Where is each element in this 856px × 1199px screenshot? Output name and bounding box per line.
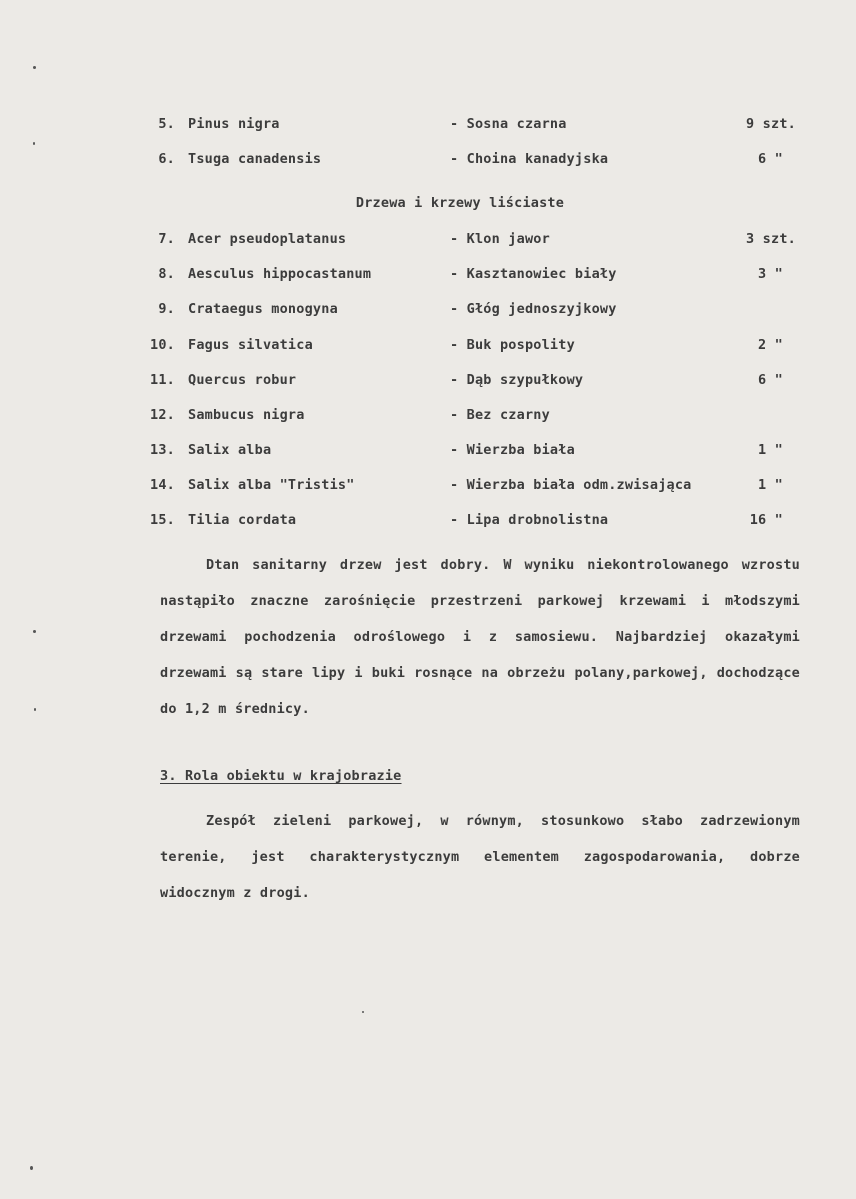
quantity: 3 ": [758, 266, 783, 282]
item-number: 14.: [150, 477, 175, 493]
latin-name: Tilia cordata: [188, 512, 297, 528]
list-item: [0, 231, 856, 253]
polish-name: - Lipa drobnolistna: [450, 512, 609, 528]
margin-speck: [30, 1166, 33, 1170]
polish-name: - Kasztanowiec biały: [450, 266, 617, 282]
quantity: 6 ": [758, 372, 783, 388]
list-item: [0, 512, 856, 534]
item-number: 15.: [150, 512, 175, 528]
list-item: [0, 477, 856, 499]
polish-name: - Bez czarny: [450, 407, 550, 423]
item-number: 12.: [150, 407, 175, 423]
health-paragraph: Dtan sanitarny drzew jest dobry. W wyniku niekontrolowanego wzrostu nastąpiło znaczne zarośnięcie przestrzeni parkowej krzewami i młodszymi drzewami pochodzenia odroślowego i z samosiewu. Najbardziej okazałymi drzewami są stare lipy i buki rosnące na obrzeżu polany,parkowej, dochodzące do 1,2 m średnicy.: [160, 557, 800, 717]
latin-name: Quercus robur: [188, 372, 297, 388]
quantity: 1 ": [758, 477, 783, 493]
list-item: [0, 116, 856, 138]
list-item: [0, 407, 856, 429]
polish-name: - Klon jawor: [450, 231, 550, 247]
latin-name: Salix alba: [188, 442, 272, 458]
section-subheading: Drzewa i krzewy liściaste: [355, 195, 565, 211]
polish-name: - Wierzba biała odm.zwisająca: [450, 477, 692, 493]
subheading-row: [0, 195, 856, 217]
quantity: 9 szt.: [746, 116, 796, 132]
polish-name: - Sosna czarna: [450, 116, 567, 132]
quantity: 6 ": [758, 151, 783, 167]
item-number: 11.: [150, 372, 175, 388]
latin-name: Pinus nigra: [188, 116, 280, 132]
latin-name: Fagus silvatica: [188, 337, 313, 353]
item-number: 10.: [150, 337, 175, 353]
latin-name: Salix alba "Tristis": [188, 477, 355, 493]
list-item: [0, 372, 856, 394]
latin-name: Acer pseudoplatanus: [188, 231, 347, 247]
polish-name: - Dąb szypułkowy: [450, 372, 584, 388]
polish-name: - Buk pospolity: [450, 337, 575, 353]
item-number: 7.: [158, 231, 175, 247]
margin-speck: [34, 708, 36, 711]
latin-name: Crataegus monogyna: [188, 301, 338, 317]
margin-speck: [362, 1011, 364, 1013]
polish-name: - Choina kanadyjska: [450, 151, 609, 167]
list-item: [0, 151, 856, 173]
quantity: 1 ": [758, 442, 783, 458]
margin-speck: [33, 630, 36, 633]
item-number: 5.: [158, 116, 175, 132]
list-item: [0, 301, 856, 323]
item-number: 8.: [158, 266, 175, 282]
quantity: 2 ": [758, 337, 783, 353]
latin-name: Sambucus nigra: [188, 407, 305, 423]
item-number: 6.: [158, 151, 175, 167]
polish-name: - Głóg jednoszyjkowy: [450, 301, 617, 317]
item-number: 9.: [158, 301, 175, 317]
section-title: 3. Rola obiektu w krajobrazie: [160, 768, 402, 784]
list-item: [0, 266, 856, 288]
margin-speck: [33, 66, 36, 69]
quantity: 3 szt.: [746, 231, 796, 247]
latin-name: Aesculus hippocastanum: [188, 266, 372, 282]
latin-name: Tsuga canadensis: [188, 151, 322, 167]
list-item: [0, 337, 856, 359]
quantity: 16 ": [749, 512, 783, 528]
list-item: [0, 442, 856, 464]
landscape-paragraph: Zespół zieleni parkowej, w równym, stosunkowo słabo zadrzewionym terenie, jest charakterystycznym elementem zagospodarowania, dobrze widocznym z drogi.: [160, 813, 800, 901]
margin-speck: [33, 142, 35, 145]
item-number: 13.: [150, 442, 175, 458]
polish-name: - Wierzba biała: [450, 442, 575, 458]
